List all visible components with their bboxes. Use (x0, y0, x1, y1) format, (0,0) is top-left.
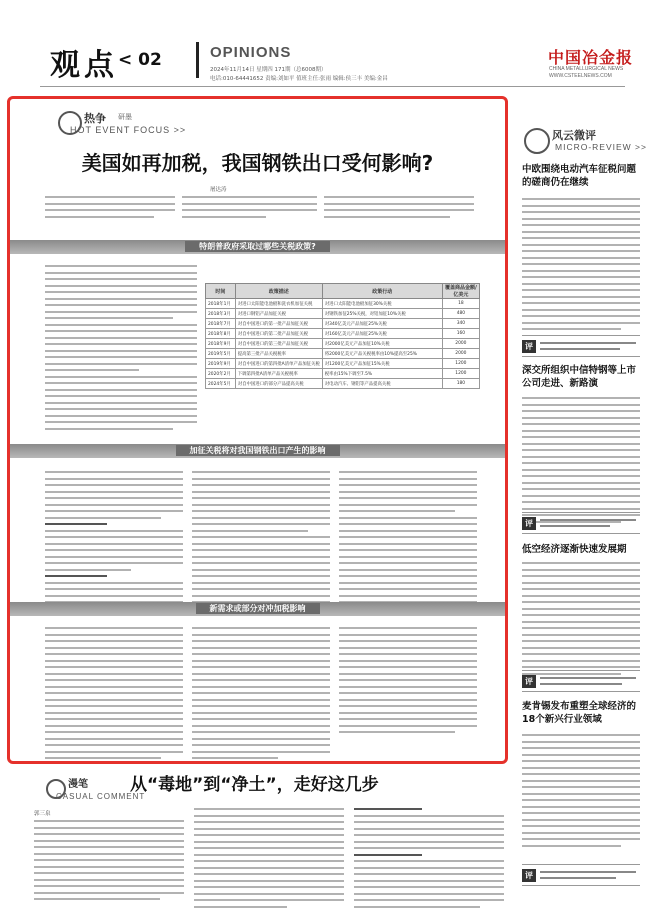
review-comment-box (522, 512, 640, 534)
column-name-en: HOT EVENT FOCUS >> (70, 125, 187, 135)
column-name: 热争 (84, 112, 106, 125)
micro-review-headline-3[interactable]: 低空经济逐渐快速发展期 (522, 544, 627, 555)
table-header: 覆盖商品金额/亿美元 (442, 284, 479, 299)
table-header: 时间 (206, 284, 236, 299)
micro-review-body-1 (522, 198, 640, 335)
section3-col1 (45, 627, 183, 764)
review-comment-box (522, 335, 640, 357)
micro-review-headline-1[interactable]: 中欧围绕电动汽车征税问题的磋商仍在继续 (522, 164, 637, 188)
bottom-column-name-en: CASUAL COMMENT (56, 792, 146, 801)
micro-review-body-4 (522, 734, 640, 851)
section1-body (45, 265, 197, 434)
section-title: 观点 (50, 48, 118, 83)
bottom-column-name: 漫笔 (68, 779, 88, 790)
issue-info: 2024年11月14日 星期四 171期（总6008期） (210, 67, 327, 73)
right-column-name: 风云微评 (552, 129, 596, 142)
micro-review-body-3 (522, 562, 640, 679)
table-row: 2018年3月 对进口钢铝产品加征关税 对钢铁加征25%关税，对铝加征10%关税 480 (206, 309, 480, 319)
article-headline[interactable]: 美国如再加税，我国钢铁出口受何影响? (81, 151, 434, 175)
bottom-col2 (194, 808, 344, 912)
table-row: 2018年7月 对自中国进口的第一批产品加征关税 对340亿美元产品加征25%关税 340 (206, 319, 480, 329)
table-row: 2018年8月 对自中国进口的第二批产品加征关税 对160亿美元产品加征25%关税 160 (206, 329, 480, 339)
highlighted-feature-article[interactable] (7, 96, 508, 764)
bottom-article-headline[interactable]: 从“毒地”到“净土”，走好这几步 (130, 775, 379, 795)
micro-review-body-2 (522, 397, 640, 527)
section2-col3 (339, 471, 477, 621)
section3-col3 (339, 627, 477, 738)
review-tag: 评 (522, 517, 536, 530)
lead-paragraph-col2 (182, 196, 317, 226)
section3-col2 (192, 627, 330, 764)
review-comment-box (522, 670, 640, 692)
masthead-rule (40, 86, 625, 87)
right-column-name-en: MICRO-REVIEW >> (555, 142, 647, 152)
table-row: 2019年5月 提高第三批产品关税税率 将2000亿美元产品关税税率由10%提高至25% 2000 (206, 349, 480, 359)
table-row: 2018年1月 对进口太阳能电池板和洗衣机加征关税 对进口太阳能电池板加征30%关税 18 (206, 299, 480, 309)
micro-review-headline-4[interactable]: 麦肯锡发布重塑全球经济的18个新兴行业领域 (522, 701, 637, 725)
subhead-3: 新需求或部分对冲加税影响 (196, 603, 320, 614)
table-header: 政策描述 (235, 284, 322, 299)
page-number: < 02 (118, 50, 162, 70)
review-tag: 评 (522, 869, 536, 882)
section-label-en: OPINIONS (210, 44, 292, 61)
review-tag: 评 (522, 675, 536, 688)
table-header: 政策行动 (322, 284, 442, 299)
page-masthead (0, 0, 660, 92)
section2-col2 (192, 471, 330, 621)
article-byline: 屠达涛 (210, 187, 227, 193)
micro-review-headline-2[interactable]: 深交所组织中信特钢等上市公司走进、新路演 (522, 365, 637, 389)
review-comment-box (522, 864, 640, 886)
newspaper-url: WWW.CSTEELNEWS.COM (549, 73, 612, 79)
tariff-policy-table (205, 283, 480, 389)
review-tag: 评 (522, 340, 536, 353)
lead-paragraph-col3 (324, 196, 474, 226)
bottom-col3 (354, 808, 504, 912)
bottom-col1 (34, 820, 184, 905)
editor-info: 电话:010-64441652 责编:刘如平 值班主任:张雨 编辑:侯三丰 美编:金昌 (210, 76, 388, 82)
lead-paragraph-col1 (45, 196, 175, 226)
table-row: 2024年5月 对自中国进口的部分产品提高关税 对电动汽车、钢铝等产品提高关税 180 (206, 379, 480, 389)
bottom-article-byline: 郭三泉 (34, 811, 51, 817)
section2-col1 (45, 471, 183, 621)
table-row: 2020年2月 下调第四批A清单产品关税税率 税率由15%下调至7.5% 1200 (206, 369, 480, 379)
masthead-divider (196, 42, 199, 78)
column-subname: 研墨 (118, 113, 132, 121)
column-badge-icon (524, 128, 550, 154)
subhead-1: 特朗普政府采取过哪些关税政策? (185, 241, 330, 252)
newspaper-name-en: CHINA METALLURGICAL NEWS (549, 66, 624, 72)
table-row: 2019年9月 对自中国进口的第四批A清单产品加征关税 对1200亿美元产品加征15%关税 1200 (206, 359, 480, 369)
newspaper-logo: 中国冶金报 (548, 48, 634, 67)
table-row: 2018年9月 对自中国进口的第三批产品加征关税 对2000亿美元产品加征10%关税 2000 (206, 339, 480, 349)
subhead-2: 加征关税将对我国钢铁出口产生的影响 (176, 445, 340, 456)
